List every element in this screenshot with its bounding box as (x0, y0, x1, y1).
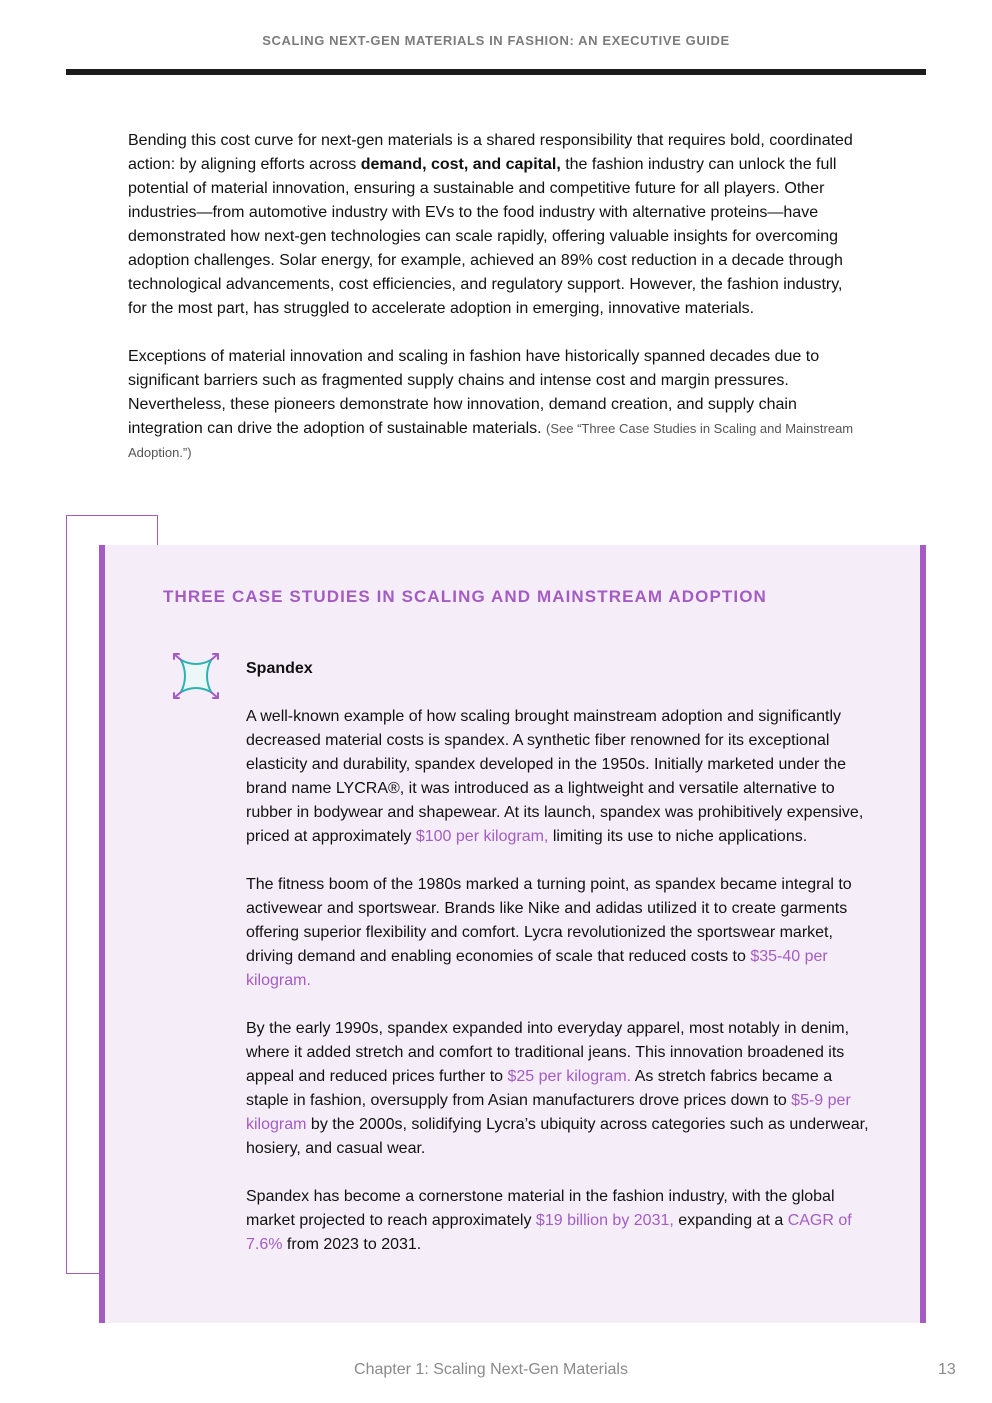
page-number: 13 (938, 1361, 956, 1378)
price-highlight: $25 per kilogram. (507, 1068, 632, 1085)
p3-text-c: by the 2000s, solidifying Lycra’s ubiquity across categories such as underwear, hosiery, and casual wear. (246, 1116, 869, 1157)
p2-text-a: The fitness boom of the 1980s marked a turning point, as spandex became integral to activewear and sportswear. Brands like Nike and adidas utilized it to create garments offering superior flexibility and comfort. Lycra revolutionized the sportswear market, driving demand and enabling economies of scale that reduced costs to (246, 876, 852, 965)
intro-p1-text-b: the fashion industry can unlock the full potential of material innovation, ensuring a sustainable and competitive future for all players. Other industries—from automotive industry with EVs to the food industry with alternative proteins—have demonstrated how next-gen technologies can scale rapidly, offering valuable insights for overcoming adoption challenges. Solar energy, for example, achieved an 89% cost reduction in a decade through technological advancements, cost efficiencies, and regulatory support. However, the fashion industry, for the most part, has struggled to accelerate adoption in emerging, innovative materials. (128, 156, 843, 317)
p4-text-a: Spandex has become a cornerstone material in the fashion industry, with the global market projected to reach approximately (246, 1188, 835, 1229)
spandex-paragraph-4 (246, 1185, 870, 1257)
case-study-body (246, 657, 870, 1281)
p1-text-a: A well-known example of how scaling brought mainstream adoption and significantly decreased material costs is spandex. A synthetic fiber renowned for its exceptional elasticity and durability, spandex developed in the 1950s. Initially marketed under the brand name LYCRA®, it was introduced as a lightweight and versatile alternative to rubber in bodywear and shapewear. At its launch, spandex was prohibitively expensive, priced at approximately (246, 708, 864, 845)
intro-p1-bold: demand, cost, and capital, (360, 156, 561, 173)
p3-text-b: As stretch fabrics became a staple in fashion, oversupply from Asian manufacturers drove prices down to (246, 1068, 833, 1109)
p4-text-c: from 2023 to 2031. (282, 1236, 422, 1253)
market-highlight: $19 billion by 2031, (535, 1212, 674, 1229)
intro-p2-note: (See “Three Case Studies in Scaling and Mainstream Adoption.”) (128, 421, 854, 460)
case-study-title: THREE CASE STUDIES IN SCALING AND MAINSTREAM ADOPTION (163, 587, 767, 606)
intro-p2-text: Exceptions of material innovation and scaling in fashion have historically spanned decades due to significant barriers such as fragmented supply chains and intense cost and margin pressures. Nevertheless, these pioneers demonstrate how innovation, demand creation, and supply chain integration can drive the adoption of sustainable materials. (128, 348, 820, 437)
p3-text-a: By the early 1990s, spandex expanded into everyday apparel, most notably in denim, where it added stretch and comfort to traditional jeans. This innovation broadened its appeal and reduced prices further to (246, 1020, 850, 1085)
price-highlight: $5-9 per kilogram (246, 1092, 851, 1133)
intro-p1-text-a: Bending this cost curve for next-gen materials is a shared responsibility that requires bold, coordinated action: by aligning efforts across (128, 132, 853, 173)
intro-text (128, 129, 863, 489)
spandex-paragraph-2 (246, 873, 870, 993)
price-highlight: $100 per kilogram, (415, 828, 549, 845)
running-header: SCALING NEXT-GEN MATERIALS IN FASHION: AN EXECUTIVE GUIDE (262, 33, 730, 48)
footer-chapter: Chapter 1: Scaling Next-Gen Materials (354, 1361, 628, 1378)
spandex-paragraph-3 (246, 1017, 870, 1161)
p4-text-b: expanding at a (673, 1212, 788, 1229)
spandex-paragraph-1 (246, 705, 870, 849)
stretch-material-icon (171, 652, 221, 700)
header-rule (66, 69, 926, 75)
intro-paragraph-1 (128, 129, 863, 321)
p1-text-b: limiting its use to niche applications. (548, 828, 808, 845)
price-highlight: $35-40 per kilogram. (246, 948, 828, 989)
intro-paragraph-2 (128, 345, 863, 465)
cagr-highlight: CAGR of 7.6% (246, 1212, 852, 1253)
spandex-heading: Spandex (246, 660, 313, 677)
